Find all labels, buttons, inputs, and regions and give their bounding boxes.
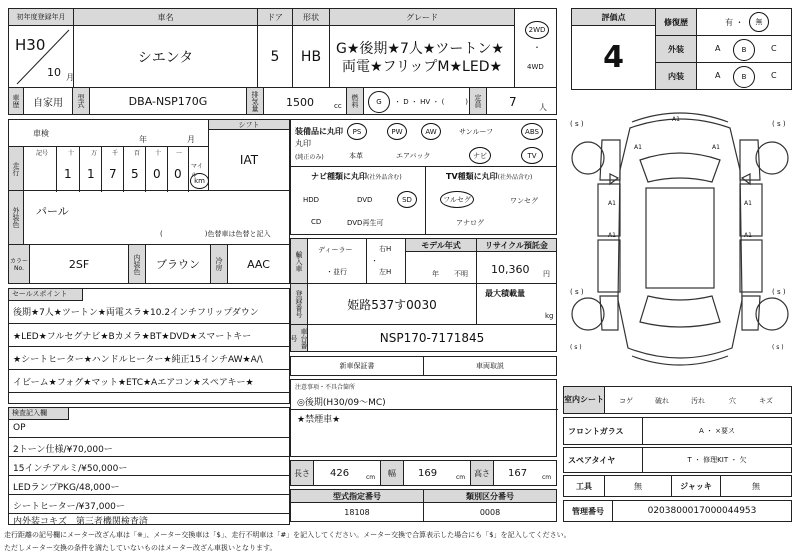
fuel-options: ・ D ・ HV ・ ( )	[394, 98, 469, 106]
navi-dvd-play: DVD再生可	[347, 219, 384, 227]
sales-line: 後期★7人★ツートン★両電スラ★10.2インチフリップダウン	[13, 308, 259, 318]
first-reg-label: 初年度登録年月	[8, 8, 74, 26]
digit-header: 一	[176, 150, 183, 157]
interior-label: 内装色	[128, 244, 146, 284]
class-no-value: 0008	[423, 502, 557, 522]
tv-box	[425, 166, 557, 235]
capacity-label: 定員	[469, 87, 487, 115]
mileage-digit: 7	[109, 167, 117, 181]
digit-header: 記号	[36, 150, 49, 157]
navi-dvd: DVD	[357, 196, 373, 204]
shaken-box	[8, 119, 209, 147]
rear-right-s: ( s )	[772, 344, 784, 351]
recycle-box	[476, 251, 557, 284]
width-value: 169	[418, 468, 438, 479]
model-year-label: モデル年式	[405, 238, 477, 252]
digit-header: 十	[68, 150, 75, 157]
exterior-box	[696, 35, 792, 63]
capacity-value: 7	[509, 95, 517, 109]
damage-left-rear-a1: A1	[608, 232, 616, 239]
exterior-b-circle: B	[733, 39, 755, 61]
dealer-label: ディーラー	[318, 246, 353, 254]
color-value: パール	[36, 205, 69, 218]
inspector-line: 15インチアルミ/¥50,000ー	[13, 464, 128, 474]
tools-label: 工具	[563, 475, 605, 497]
seat-label: 室内シート	[563, 386, 605, 414]
seat-tear: 破れ	[655, 397, 669, 405]
mile-label: マイル	[191, 163, 203, 179]
equip-abs: ABS	[521, 123, 543, 140]
seat-hole: 穴	[729, 397, 736, 405]
car-name-label: 車名	[73, 8, 258, 26]
model-year-unit: 年	[432, 270, 439, 278]
car-damage-diagram	[562, 100, 798, 380]
equip-airbag: エアバック	[396, 152, 431, 160]
colorno-label: カラーNo.	[8, 244, 30, 284]
person-unit: 人	[539, 103, 547, 112]
mileage-digit: 1	[64, 167, 72, 181]
equipment-subtitle: (純正のみ)	[295, 154, 324, 161]
shaken-year-unit: 年	[139, 135, 147, 144]
cc-unit: cc	[334, 102, 342, 110]
notes-box	[290, 379, 557, 457]
grade-line-2: 両電★フリップM★LED★	[342, 59, 503, 75]
equip-navi: ナビ	[469, 147, 491, 164]
color-note: ( )色替車は色替と記入	[160, 230, 271, 238]
repair-none-circle: 無	[749, 12, 769, 32]
sales-line: ★シートヒーター★ハンドルヒーター★純正15インチAW★A/\	[13, 355, 263, 365]
chassis-label: 車台番号	[290, 324, 308, 352]
car-outline	[562, 100, 798, 380]
height-box	[493, 460, 557, 486]
tire-rl-s: ( s )	[570, 288, 584, 296]
model-year-unknown: 不明	[454, 270, 468, 278]
jack-value: 無	[720, 475, 792, 497]
repair-label: 修復歴	[655, 8, 697, 36]
equip-pw: PW	[387, 123, 407, 140]
notes-line-1: ◎後期(H30/09～MC)	[297, 398, 386, 408]
interior-value: ブラウン	[145, 244, 211, 284]
length-label: 長さ	[290, 460, 314, 486]
reg-label: 登録番号	[290, 283, 308, 325]
digit-header: 万	[91, 150, 98, 157]
sales-line: イビーム★フォグ★マット★ETC★Aエアコン★スペアキー★	[13, 378, 254, 388]
equipment-box	[290, 119, 557, 167]
class-no-label: 類別区分番号	[423, 489, 557, 503]
navi-hdd: HDD	[303, 196, 320, 204]
first-reg-value	[8, 25, 74, 88]
inspector-line: LEDランプPKG/48,000ー	[13, 483, 120, 493]
first-reg-month: 10	[47, 66, 61, 79]
doors-label: ドア	[257, 8, 293, 26]
fuel-label: 燃料	[346, 87, 364, 115]
recycle-value: 10,360	[491, 263, 530, 276]
damage-left-door-a1: A1	[608, 200, 616, 207]
displacement-value: 1500	[286, 96, 314, 109]
import-hand	[366, 238, 406, 284]
spare-value: T ・ 修理KIT ・ 欠	[642, 447, 792, 473]
sales-box	[8, 288, 290, 404]
interior-b-circle: B	[733, 66, 755, 88]
navi-title-row: ナビ種類に丸印(社外品含む)	[311, 172, 402, 181]
shaken-label: 車検	[33, 129, 49, 138]
score-value: 4	[571, 25, 656, 90]
grade-value	[329, 25, 515, 88]
tools-value: 無	[604, 475, 672, 497]
tire-fr-s: ( s )	[772, 120, 786, 128]
tv-title-row: TV種類に丸印(社外品含む)	[446, 172, 533, 181]
model-year-box	[405, 251, 477, 284]
new-warranty: 新車保証書	[290, 356, 424, 376]
notes-label: 注意事項・不具合箇所	[295, 384, 356, 391]
shape-value: HB	[292, 25, 330, 88]
color-box	[23, 190, 290, 245]
shift-value: IAT	[208, 129, 290, 191]
tire-rr-s: ( s )	[772, 288, 786, 296]
notes-line-2: ★禁煙車★	[297, 415, 341, 425]
drive-dot: ・	[533, 43, 541, 52]
navi-cd: CD	[311, 218, 322, 226]
seat-box	[604, 386, 792, 414]
navi-box	[290, 166, 426, 235]
inspector-box	[8, 407, 290, 525]
drive-box	[514, 8, 557, 88]
length-value: 426	[330, 468, 350, 479]
rear-left-s: ( s )	[570, 344, 582, 351]
width-label: 幅	[380, 460, 404, 486]
hand-dot: ・	[371, 257, 378, 265]
mileage-header	[24, 147, 210, 157]
type-no-label: 型式指定番号	[290, 489, 424, 503]
inspector-line: シートヒーター/¥37,000ー	[13, 502, 125, 512]
inspector-line: 内外装コキズ 第三者機関検査済	[13, 517, 148, 527]
fuel-g-circle: G	[368, 91, 390, 113]
mileage-digit: 0	[153, 167, 161, 181]
import-label: 輸入車	[290, 238, 308, 284]
damage-front-a1: A1	[672, 116, 680, 123]
spare-label: スペアタイヤ	[563, 447, 643, 473]
inspector-line: OP	[13, 423, 26, 433]
footer-line-2: ただしメーター交換の条件を満たしていないものはメーター改ざん車扱いとなります。	[4, 544, 277, 552]
exterior-label: 外装	[655, 35, 697, 63]
left-h: 左H	[379, 268, 392, 276]
right-h: 右H	[379, 245, 392, 253]
interior-a: A	[715, 71, 721, 80]
kg-unit: kg	[545, 312, 554, 320]
interior-grade-box	[696, 62, 792, 90]
sales-label: セールスポイント	[9, 289, 83, 301]
mileage-label: 走行	[8, 146, 24, 191]
score-label: 評価点	[571, 8, 656, 26]
usage-value: 自家用	[23, 87, 73, 115]
damage-fl-a1: A1	[634, 144, 642, 151]
grade-label: グレード	[329, 8, 515, 26]
seat-scratch: キズ	[759, 397, 773, 405]
height-value: 167	[508, 468, 528, 479]
shift-label: シフト	[208, 119, 290, 130]
sales-line: ★LED★フルセグナビ★Bカメラ★BT★DVD★スマートキー	[13, 332, 252, 342]
vehicle-manual: 車両取説	[423, 356, 557, 376]
model-value: DBA-NSP170G	[89, 87, 247, 115]
tv-fullseg: フルセグ	[440, 191, 474, 208]
seat-burn: コゲ	[619, 397, 633, 405]
repair-box	[696, 8, 792, 36]
damage-fr-a1: A1	[712, 144, 720, 151]
yen-unit: 円	[543, 270, 550, 278]
capacity-box	[486, 87, 557, 115]
footer-line-1: 走行距離の記号欄にメーター改ざん車は「※」、メーター交換車は「$」、走行不明車は「#」を記入してください。メーター交換で合算表示した場合にも「$」を記入してください。	[4, 531, 571, 539]
inspector-label: 検査記入欄	[9, 408, 69, 420]
import-dealer	[307, 238, 367, 284]
type-no-value: 18108	[290, 502, 424, 522]
model-label: 型式	[72, 87, 90, 115]
height-label: 高さ	[470, 460, 494, 486]
displacement-box	[263, 87, 347, 115]
equipment-title-2: 丸印	[295, 139, 311, 148]
repair-yes: 有 ・	[725, 18, 744, 27]
ac-label: 冷房	[210, 244, 228, 284]
tire-fl-s: ( s )	[570, 120, 584, 128]
drive-2wd-circle: 2WD	[525, 21, 549, 39]
mileage-digit: 1	[87, 167, 95, 181]
mileage-box	[23, 146, 209, 191]
shaken-month-unit: 月	[187, 135, 195, 144]
first-reg-year: H30	[15, 36, 46, 54]
jack-label: ジャッキ	[671, 475, 721, 497]
car-name: シエンタ	[73, 25, 258, 88]
exterior-c: C	[771, 44, 777, 53]
windshield-value: A ・ ×要ス	[642, 417, 792, 445]
length-box	[313, 460, 381, 486]
mileage-digit: 0	[174, 167, 182, 181]
equip-ps: PS	[347, 123, 367, 140]
digit-header: 百	[134, 150, 141, 157]
km-circle: km	[190, 173, 209, 189]
parallel-label: ・並行	[326, 268, 347, 276]
seat-dirt: 汚れ	[691, 397, 705, 405]
tv-analog: アナログ	[456, 219, 484, 227]
interior-c: C	[771, 71, 777, 80]
recycle-label: リサイクル預託金	[476, 238, 557, 252]
month-unit: 月	[66, 73, 74, 82]
mgmt-value: 0203800017000044953	[612, 500, 792, 522]
equip-sunroof: サンルーフ	[459, 128, 494, 136]
navi-sd: SD	[397, 191, 417, 208]
equip-aw: AW	[421, 123, 441, 140]
reg-value: 姫路537す0030	[307, 283, 477, 325]
doors-value: 5	[257, 25, 293, 88]
length-unit: cm	[366, 474, 376, 481]
equip-tv: TV	[521, 147, 543, 164]
mileage-digit: 5	[131, 167, 139, 181]
height-unit: cm	[542, 474, 552, 481]
shape-label: 形状	[292, 8, 330, 26]
digit-header: 十	[155, 150, 162, 157]
drive-4wd: 4WD	[527, 63, 544, 71]
colorno-value: 2SF	[29, 244, 129, 284]
windshield-label: フロントガラス	[563, 417, 643, 445]
width-unit: cm	[456, 474, 466, 481]
digit-header: 千	[112, 150, 119, 157]
color-label: 外装色	[8, 190, 24, 245]
chassis-value: NSP170-7171845	[307, 324, 557, 352]
equip-leather: 本革	[349, 152, 363, 160]
grade-line-1: G★後期★7人★ツートン★	[336, 41, 504, 57]
width-box	[403, 460, 471, 486]
exterior-a: A	[715, 44, 721, 53]
usage-label: 車歴	[8, 87, 24, 115]
interior-grade-label: 内装	[655, 62, 697, 90]
tv-oneseg: ワンセグ	[510, 197, 538, 205]
mgmt-label: 管理番号	[563, 500, 613, 522]
max-load-box	[476, 283, 557, 325]
damage-right-rear-a1: A1	[744, 232, 752, 239]
damage-right-door-a1: A1	[744, 200, 752, 207]
inspector-line: 2トーン仕様/¥70,000ー	[13, 445, 113, 455]
ac-value: AAC	[227, 244, 290, 284]
fuel-box	[363, 87, 470, 115]
max-load-label: 最大積載量	[485, 289, 525, 298]
equipment-title: 装備品に丸印	[295, 127, 343, 136]
displacement-label: 排気量	[246, 87, 264, 115]
